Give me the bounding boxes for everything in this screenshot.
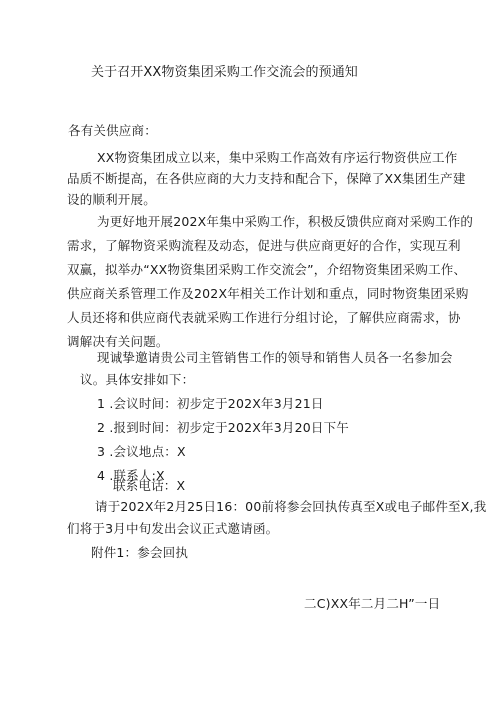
paragraph-3-line-1: 现诚挚邀请贵公司主管销售工作的领导和销售人员各一名参加会 (97, 350, 453, 365)
arrangement-item: 3 .会议地点：X (97, 444, 186, 459)
arrangement-item: 1 .会议时间：初步定于202X年3月21日 (97, 396, 324, 411)
paragraph-2-line-6: 调解决有关问题。 (67, 334, 169, 349)
paragraph-2-line-3: 双赢，拟举办“XX物资集团采购工作交流会”，介绍物资集团采购工作、 (67, 262, 467, 277)
paragraph-4-line-1: 请于202X年2月25日16：00前将参会回执传真至X或电子邮件至X,我 (95, 499, 487, 514)
document-title: 关于召开XX物资集团采购工作交流会的预通知 (91, 65, 358, 80)
paragraph-1-line-3: 设的顺利开展。 (67, 192, 156, 207)
attachment-note: 附件1：参会回执 (91, 545, 189, 560)
paragraph-2-line-1: 为更好地开展202X年集中采购工作，积极反馈供应商对采购工作的 (97, 214, 474, 229)
paragraph-2-line-5: 人员还将和供应商代表就采购工作进行分组讨论，了解供应商需求，协 (67, 310, 461, 325)
paragraph-1-line-1: XX物资集团成立以来，集中采购工作高效有序运行物资供应工作 (97, 150, 458, 165)
paragraph-2-line-2: 需求，了解物资采购流程及动态，促进与供应商更好的合作，实现互利 (67, 238, 461, 253)
paragraph-4-line-2: 们将于3月中旬发出会议正式邀请函。 (67, 521, 279, 536)
contact-phone: 联系电话：X (113, 478, 186, 493)
paragraph-2-line-4: 供应商关系管理工作及202X年相关工作计划和重点，同时物资集团采购 (67, 286, 469, 301)
paragraph-1-line-2: 品质不断提高，在各供应商的大力支持和配合下，保障了XX集团生产建 (67, 171, 466, 186)
arrangement-item: 4 .联系人:X (97, 468, 165, 483)
date-signature: 二C)XX年二月二H”一日 (304, 596, 441, 611)
salutation: 各有关供应商： (68, 123, 157, 138)
arrangement-item: 2 .报到时间：初步定于202X年3月20日下午 (97, 420, 349, 435)
paragraph-3-line-2: 议。具体安排如下： (80, 372, 195, 387)
